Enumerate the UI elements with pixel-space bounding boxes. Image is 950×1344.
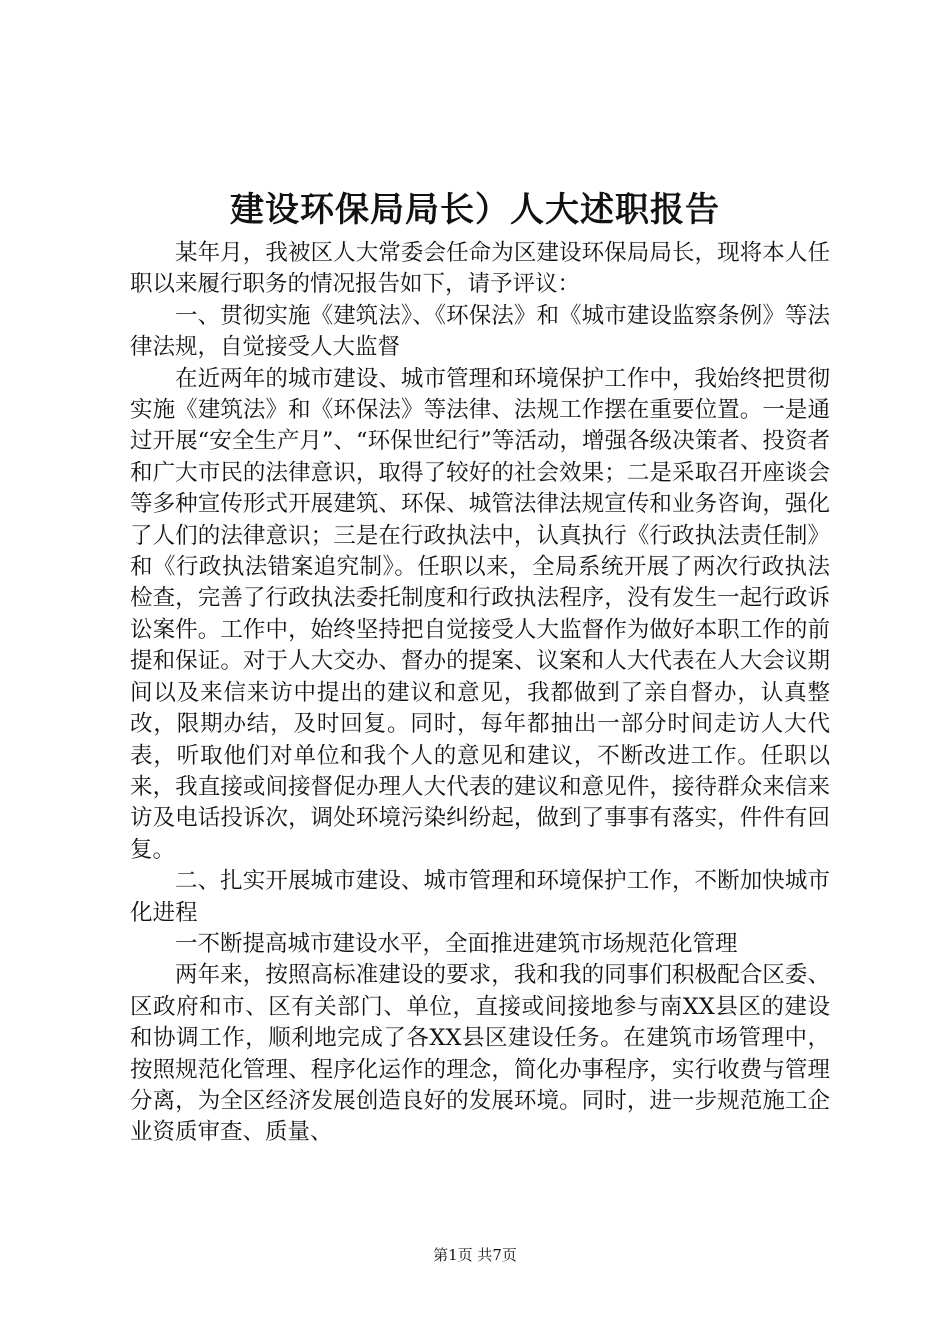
paragraph-intro: 某年月，我被区人大常委会任命为区建设环保局局长，现将本人任职以来履行职务的情况报告如下，请予评议： [130, 240, 830, 298]
section-heading-1: 一、贯彻实施《建筑法》、《环保法》和《城市建设监察条例》等法律法规，自觉接受人大监督 [130, 302, 830, 361]
subsection-heading-1: 一不断提高城市建设水平，全面推进建筑市场规范化管理 [175, 930, 738, 957]
paragraph-section-1: 在近两年的城市建设、城市管理和环境保护工作中，我始终把贯彻实施《建筑法》和《环保法》等法律、法规工作摆在重要位置。一是通过开展“安全生产月”、“环保世纪行”等活动，增强各级决策者、投资者和广大市民的法律意识，取得了较好的社会效果；二是采取召开座谈会等多种宣传形式开展建筑、环保、城管法律法规宣传和业务咨询，强化了人们的法律意识；三是在行政执法中，认真执行《行政执法责任制》和《行政执法错案追究制》。任职以来，全局系统开展了两次行政执法检查，完善了行政执法委托制度和行政执法程序，没有发生一起行政诉讼案件。工作中，始终坚持把自觉接受人大监督作为做好本职工作的前提和保证。对于人大交办、督办的提案、议案和人大代表在人大会议期间以及来信来访中提出的建议和意见，我都做到了亲自督办，认真整改，限期办结，及时回复。同时，每年都抽出一部分时间走访人大代表，听取他们对单位和我个人的意见和建议，不断改进工作。任职以来，我直接或间接督促办理人大代表的建议和意见件，接待群众来信来访及电话投诉次，调处环境污染纠纷起，做到了事事有落实，件件有回复。 [130, 365, 830, 863]
document-title: 建设环保局局长）人大述职报告 [230, 190, 720, 230]
section-heading-2: 二、扎实开展城市建设、城市管理和环境保护工作，不断加快城市化进程 [130, 868, 830, 926]
document-body [130, 238, 830, 1149]
paragraph-section-2: 两年来，按照高标准建设的要求，我和我的同事们积极配合区委、区政府和市、区有关部门、单位，直接或间接地参与南XX县区的建设和协调工作，顺利地完成了各XX县区建设任务。在建筑市场管理中，按照规范化管理、程序化运作的理念，简化办事程序，实行收费与管理分离，为全区经济发展创造良好的发展环境。同时，进一步规范施工企业资质审查、质量、 [130, 962, 830, 1146]
page-number-footer: 第1页 共7页 [433, 1246, 517, 1264]
